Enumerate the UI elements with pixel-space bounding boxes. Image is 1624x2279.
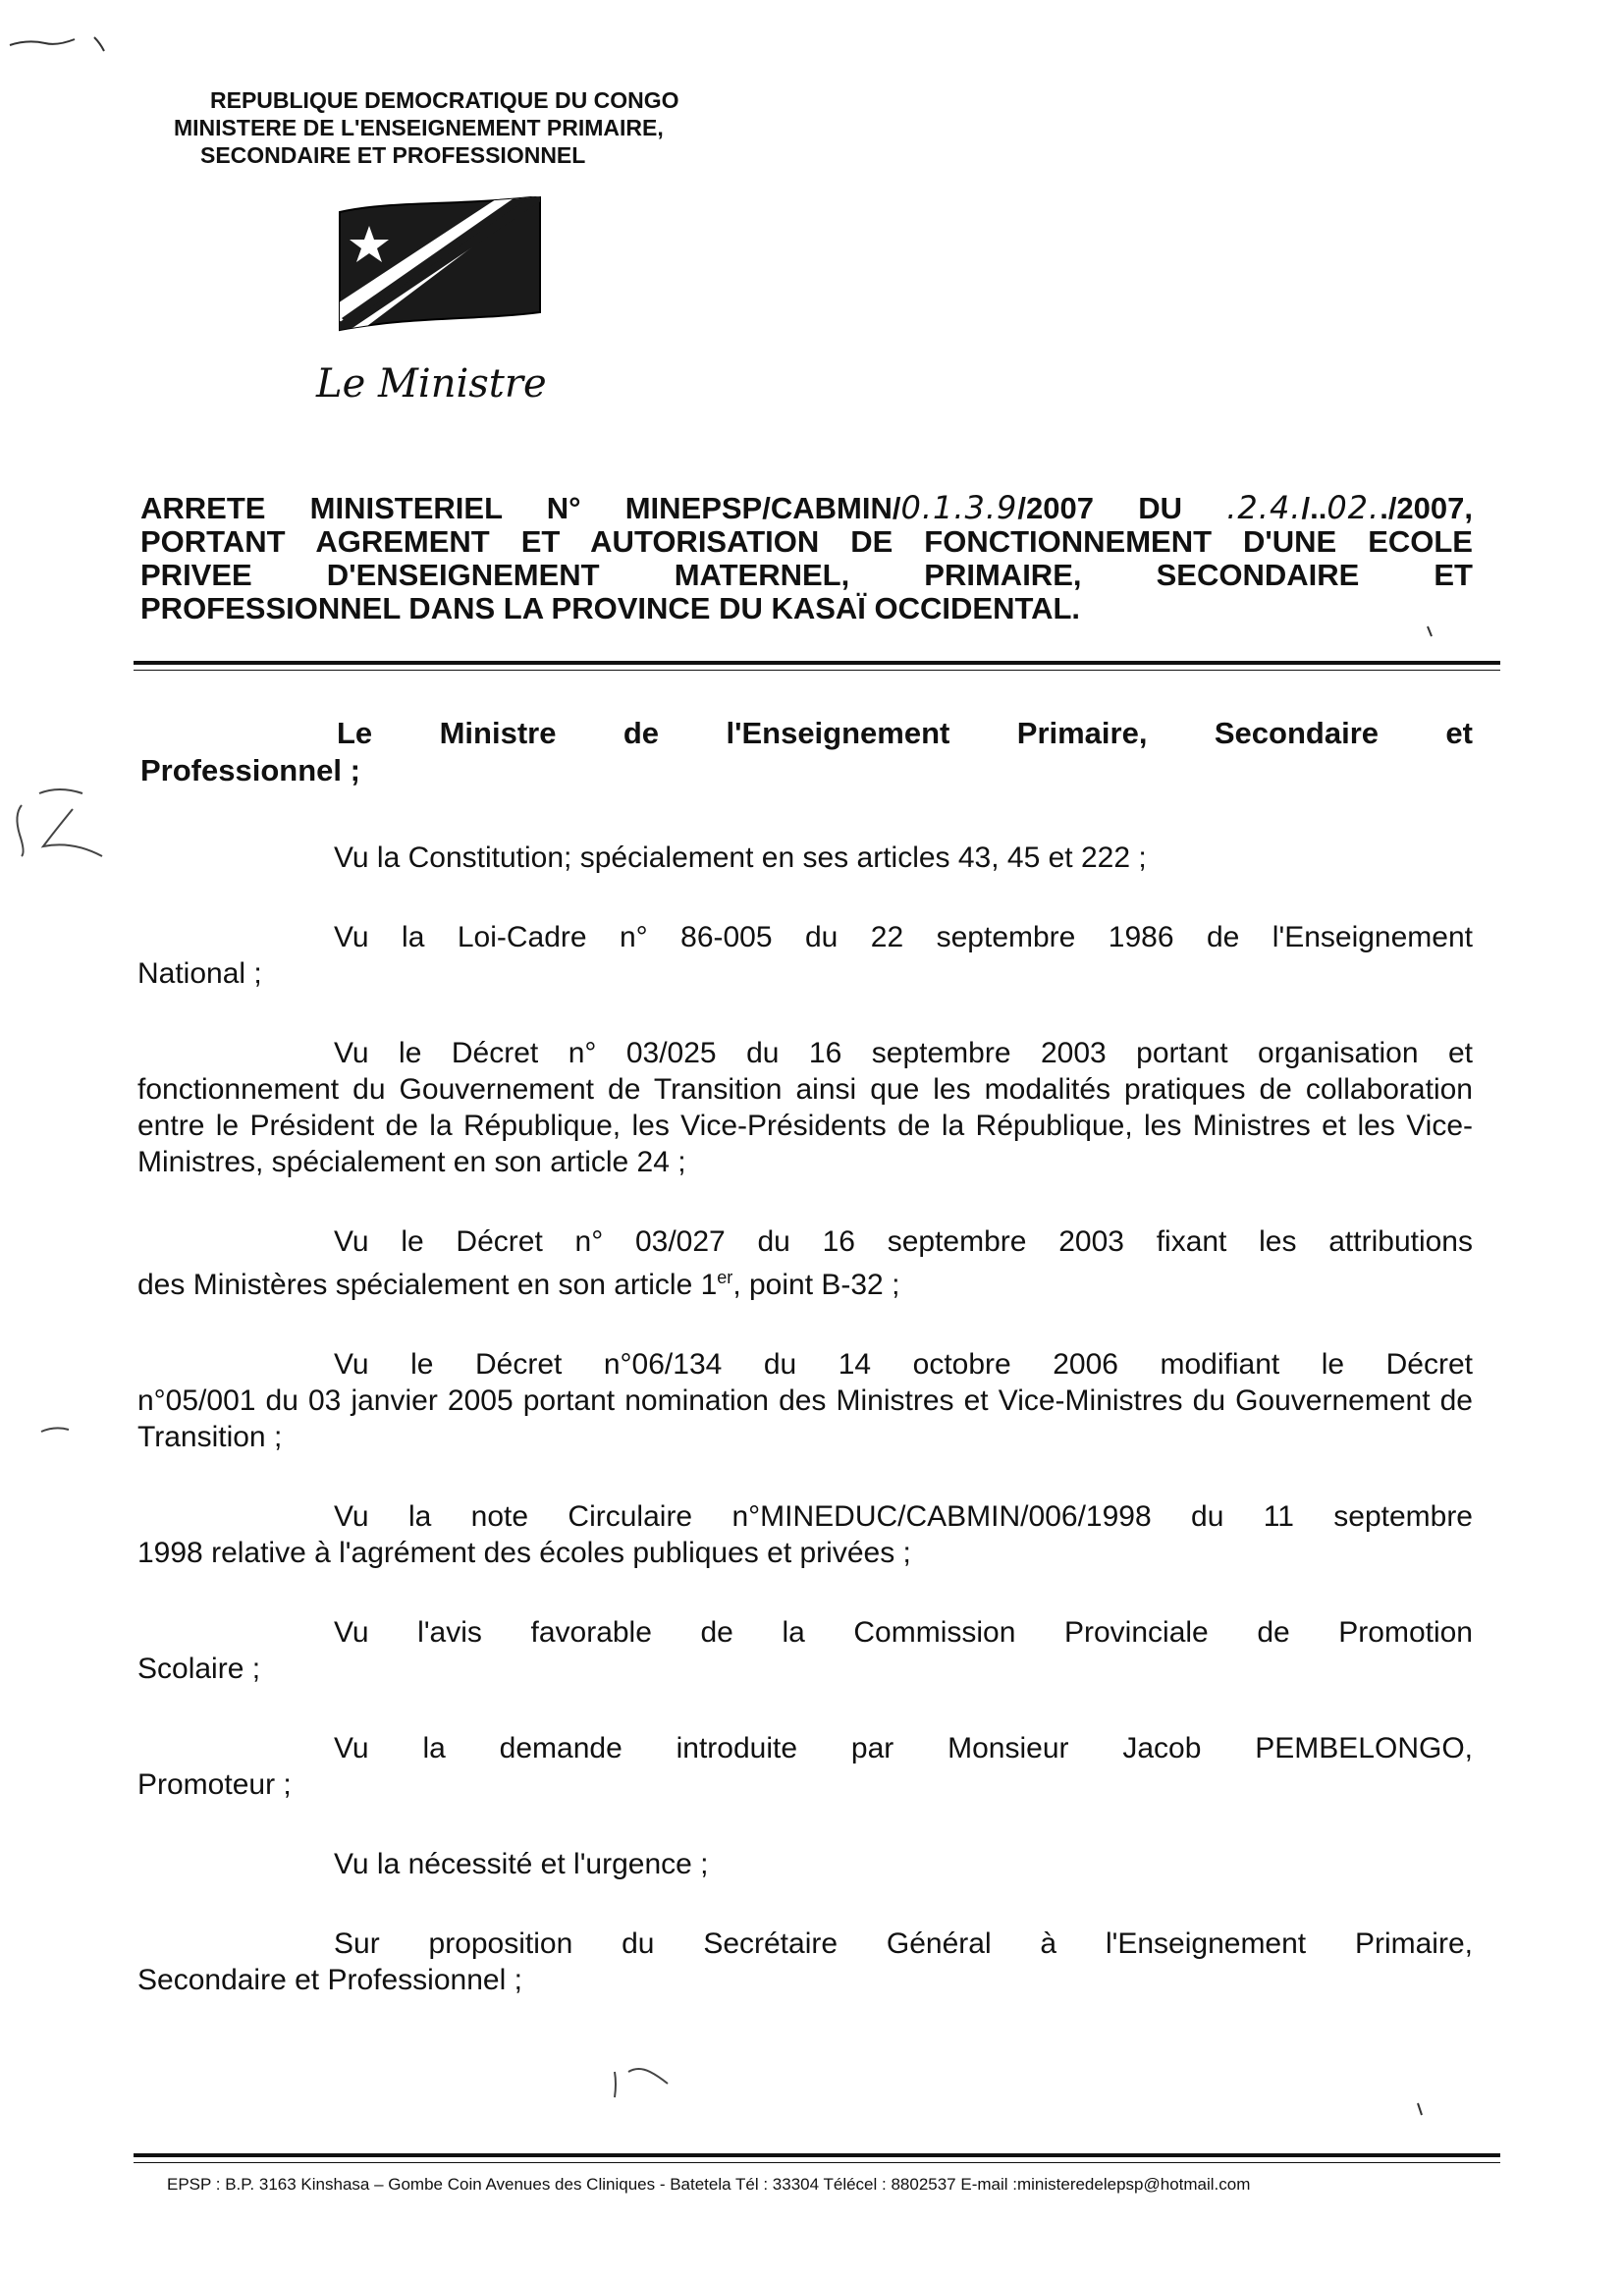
minister-title: Le Ministre (316, 361, 547, 407)
decree-title-line-2: PORTANT AGREMENT ET AUTORISATION DE FONCTIONNEMENT D'UNE ECOLE (140, 524, 1473, 559)
superscript: er (717, 1268, 733, 1287)
decree-number-handwritten: 0.1.3.9 (900, 489, 1018, 526)
decree-month-handwritten: 02. (1326, 489, 1380, 526)
visa-text-cont: fonctionnement du Gouvernement de Transition ainsi que les modalités pratiques de collaboration entre le Président de la République, les Vice-Présidents de la République, les Ministres et les Vice-Ministres, spécialement en son article 24 ; (137, 1073, 1473, 1178)
tick-mark (1418, 2103, 1422, 2115)
date-separator: /.. (1301, 491, 1327, 525)
decree-title-line-3: PRIVEE D'ENSEIGNEMENT MATERNEL, PRIMAIRE, SECONDAIRE ET (140, 558, 1473, 592)
visa-text: Sur proposition du Secrétaire Général à l'Enseignement Primaire, (334, 1927, 1473, 1960)
margin-mark (10, 37, 104, 51)
visa-text: Vu l'avis favorable de la Commission Provinciale de Promotion (334, 1616, 1473, 1649)
decree-ref-prefix: ARRETE MINISTERIEL N° MINEPSP/CABMIN/ (140, 491, 901, 525)
visa-text: Vu le Décret n°06/134 du 14 octobre 2006 modifiant le Décret (334, 1348, 1473, 1381)
visa-text: Vu la demande introduite par Monsieur Jacob PEMBELONGO, (334, 1732, 1473, 1764)
initials-mark (17, 789, 102, 856)
ministry-name: MINISTERE DE L'ENSEIGNEMENT PRIMAIRE, (174, 115, 664, 140)
visa-text-cont: Secondaire et Professionnel ; (137, 1964, 522, 1996)
visa-text: Vu la note Circulaire n°MINEDUC/CABMIN/006/1998 du 11 septembre (334, 1500, 1473, 1533)
country-name: REPUBLIQUE DEMOCRATIQUE DU CONGO (210, 87, 679, 113)
ministry-name-cont: SECONDAIRE ET PROFESSIONNEL (200, 142, 586, 168)
visa-text-cont: n°05/001 du 03 janvier 2005 portant nomination des Ministres et Vice-Ministres du Gouvernement de Transition ; (137, 1384, 1473, 1453)
visa-text-cont: Promoteur ; (137, 1768, 292, 1801)
preamble-line-2: Professionnel ; (140, 753, 360, 787)
initials-mark-bottom (615, 2069, 668, 2097)
visa-text-part: , point B-32 ; (732, 1269, 900, 1301)
visa-text: Vu la Constitution; spécialement en ses articles 43, 45 et 222 ; (334, 841, 1147, 874)
margin-dash (41, 1428, 69, 1432)
preamble-line-1: Le Ministre de l'Enseignement Primaire, Secondaire et (337, 716, 1473, 750)
visa-text-part: des Ministères spécialement en son article 1 (137, 1269, 718, 1301)
visa-text-cont: National ; (137, 957, 262, 990)
decree-day-handwritten: .2.4. (1226, 489, 1302, 526)
visa-text: Vu la nécessité et l'urgence ; (334, 1848, 709, 1880)
decree-year-du: /2007 DU (1017, 491, 1227, 525)
visa-text: Vu la Loi-Cadre n° 86-005 du 22 septembre 1986 de l'Enseignement (334, 921, 1473, 953)
visa-text: Vu le Décret n° 03/027 du 16 septembre 2003 fixant les attributions (334, 1225, 1473, 1258)
decree-title-line-4: PROFESSIONNEL DANS LA PROVINCE DU KASAÏ OCCIDENTAL. (140, 591, 1081, 625)
visa-text-cont: 1998 relative à l'agrément des écoles publiques et privées ; (137, 1537, 911, 1569)
decree-date-year: ./2007, (1380, 491, 1474, 525)
tick-mark (1428, 626, 1432, 636)
visa-text: Vu le Décret n° 03/025 du 16 septembre 2003 portant organisation et (334, 1037, 1473, 1069)
footer-address: EPSP : B.P. 3163 Kinshasa – Gombe Coin Avenues des Cliniques - Batetela Tél : 33304 Télécel : 8802537 E-mail :ministeredelepsp@hotmail.com (167, 2175, 1251, 2194)
visa-text-cont: Scolaire ; (137, 1653, 261, 1685)
